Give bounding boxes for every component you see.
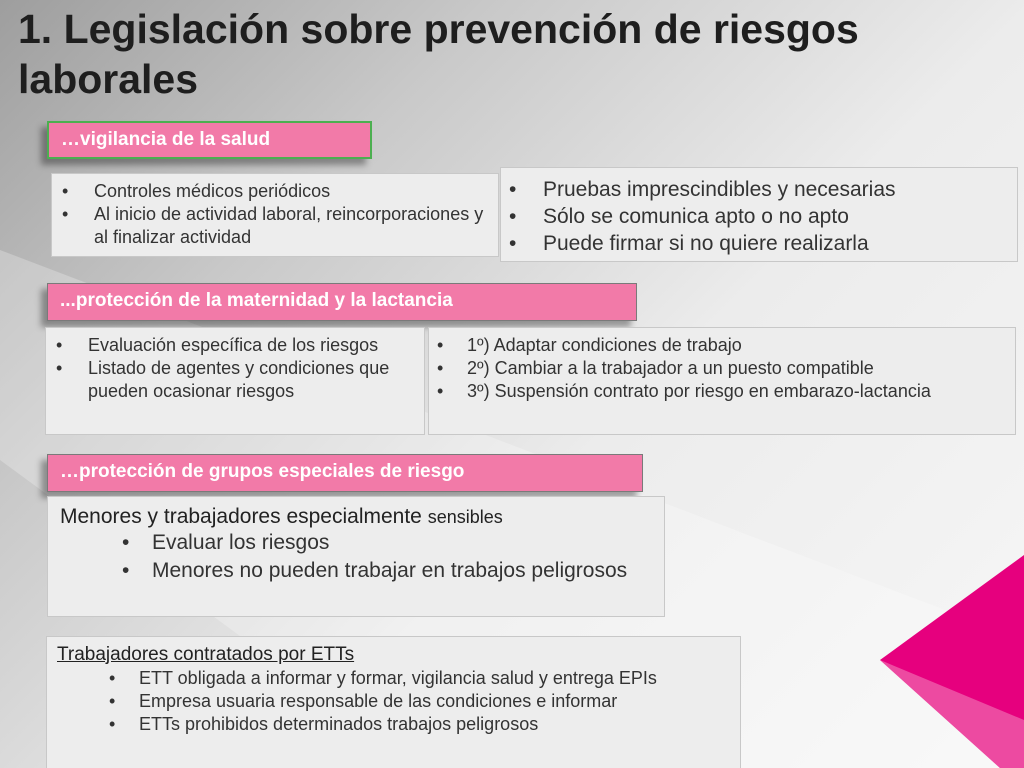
list-item: • Pruebas imprescindibles y necesarias bbox=[501, 176, 1017, 203]
menores-heading bbox=[60, 505, 664, 529]
ett-heading: Trabajadores contratados por ETTs bbox=[57, 644, 355, 665]
list-item: • 3º) Suspensión contrato por riesgo en embarazo-lactancia bbox=[429, 380, 1015, 403]
list-item: • Al inicio de actividad laboral, reincorporaciones y al finalizar actividad bbox=[52, 203, 498, 249]
maternidad-left-box bbox=[45, 327, 425, 435]
tag-proteccion-maternidad: ...protección de la maternidad y la lactancia bbox=[47, 283, 637, 321]
maternidad-right-box bbox=[428, 327, 1016, 435]
list-item: • Evaluación específica de los riesgos bbox=[46, 334, 424, 357]
vigilancia-right-box bbox=[500, 167, 1018, 262]
list-item: • Listado de agentes y condiciones que pueden ocasionar riesgos bbox=[46, 357, 424, 403]
tag-vigilancia-salud: …vigilancia de la salud bbox=[47, 121, 372, 159]
list-item: • 1º) Adaptar condiciones de trabajo bbox=[429, 334, 1015, 357]
list-item: • ETTs prohibidos determinados trabajos peligrosos bbox=[57, 713, 740, 736]
menores-heading-text: Menores y trabajadores especialmente bbox=[60, 505, 422, 528]
vigilancia-left-box bbox=[51, 173, 499, 257]
list-item: • Sólo se comunica apto o no apto bbox=[501, 203, 1017, 230]
list-item: • Menores no pueden trabajar en trabajos peligrosos bbox=[60, 557, 664, 585]
list-item: • ETT obligada a informar y formar, vigilancia salud y entrega EPIs bbox=[57, 667, 740, 690]
menores-box bbox=[47, 496, 665, 617]
page-title: 1. Legislación sobre prevención de riesgos laborales bbox=[18, 6, 859, 102]
tag-proteccion-grupos: …protección de grupos especiales de riesgo bbox=[47, 454, 643, 492]
list-item: • 2º) Cambiar a la trabajador a un puesto compatible bbox=[429, 357, 1015, 380]
list-item: • Controles médicos periódicos bbox=[52, 180, 498, 203]
list-item: • Evaluar los riesgos bbox=[60, 529, 664, 557]
ett-box bbox=[46, 636, 741, 768]
list-item: • Empresa usuaria responsable de las condiciones e informar bbox=[57, 690, 740, 713]
list-item: • Puede firmar si no quiere realizarla bbox=[501, 230, 1017, 257]
menores-heading-small: sensibles bbox=[427, 507, 503, 527]
